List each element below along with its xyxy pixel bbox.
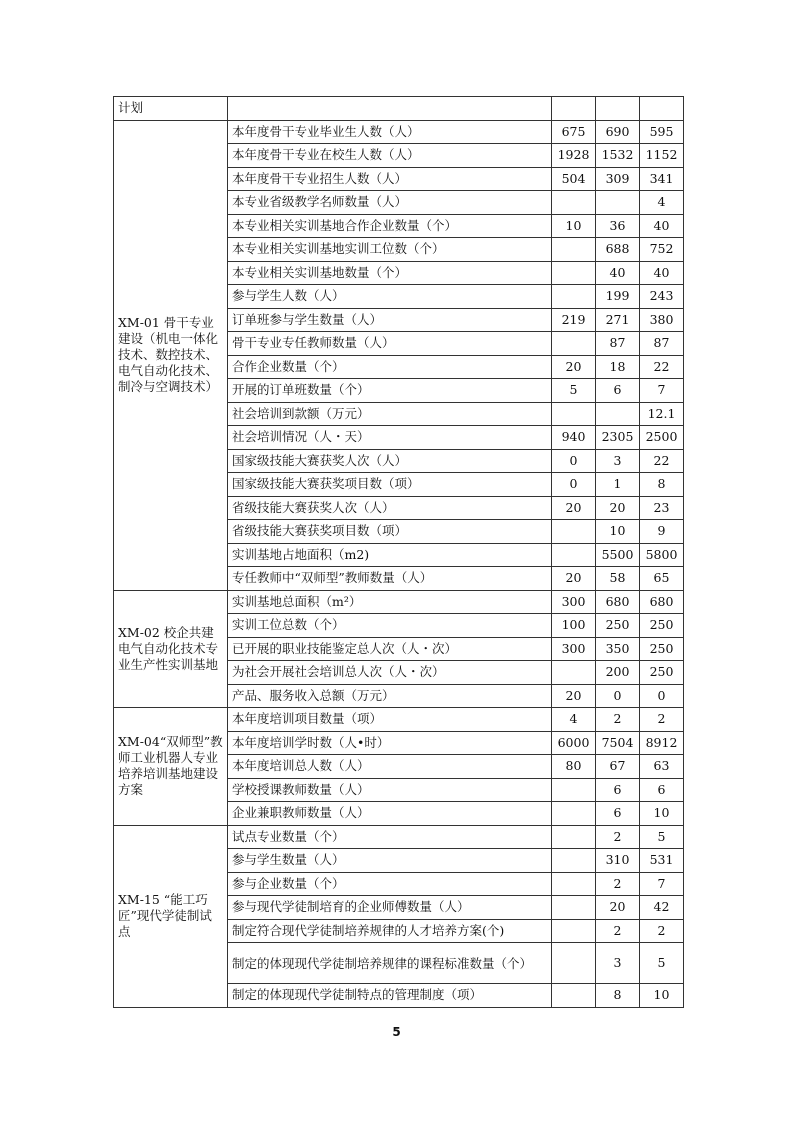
value-cell-1: 940 bbox=[552, 426, 596, 450]
value-cell-1: 1928 bbox=[552, 144, 596, 168]
project-group-cell: XM-15 “能工巧匠”现代学徒制试点 bbox=[114, 825, 228, 1007]
value-cell-1 bbox=[552, 825, 596, 849]
table-row bbox=[114, 120, 684, 144]
value-cell-3: 7 bbox=[640, 872, 684, 896]
value-cell-3: 6 bbox=[640, 778, 684, 802]
value-cell-3: 380 bbox=[640, 308, 684, 332]
value-cell-1: 20 bbox=[552, 496, 596, 520]
project-group-cell: XM-04“双师型”教师工业机器人专业培养培训基地建设方案 bbox=[114, 708, 228, 826]
value-cell-1: 300 bbox=[552, 637, 596, 661]
indicator-name-cell: 参与现代学徒制培育的企业师傅数量（人） bbox=[228, 896, 552, 920]
table-row bbox=[114, 825, 684, 849]
indicator-name-cell: 试点专业数量（个） bbox=[228, 825, 552, 849]
project-group-cell: XM-02 校企共建电气自动化技术专业生产性实训基地 bbox=[114, 590, 228, 708]
indicator-name-cell: 社会培训情况（人・天） bbox=[228, 426, 552, 450]
value-cell-2: 271 bbox=[596, 308, 640, 332]
value-cell-2: 10 bbox=[596, 520, 640, 544]
value-cell-2: 199 bbox=[596, 285, 640, 309]
indicator-name-cell: 企业兼职教师数量（人） bbox=[228, 802, 552, 826]
value-cell-2: 5500 bbox=[596, 543, 640, 567]
value-cell-3: 10 bbox=[640, 984, 684, 1008]
value-cell-1: 80 bbox=[552, 755, 596, 779]
value-cell-3: 40 bbox=[640, 261, 684, 285]
value-cell-1 bbox=[552, 943, 596, 984]
value-cell-2: 2 bbox=[596, 919, 640, 943]
indicator-name-cell: 国家级技能大赛获奖项目数（项） bbox=[228, 473, 552, 497]
value-cell-1: 675 bbox=[552, 120, 596, 144]
indicator-name-cell: 实训基地总面积（m²） bbox=[228, 590, 552, 614]
value-cell-1 bbox=[552, 984, 596, 1008]
value-cell-3: 87 bbox=[640, 332, 684, 356]
value-cell-3: 250 bbox=[640, 614, 684, 638]
value-cell-3: 595 bbox=[640, 120, 684, 144]
value-cell-3: 5 bbox=[640, 825, 684, 849]
value-cell-3: 40 bbox=[640, 214, 684, 238]
indicator-name-cell: 本专业省级教学名师数量（人） bbox=[228, 191, 552, 215]
indicator-name-cell: 制定的体现现代学徒制特点的管理制度（项） bbox=[228, 984, 552, 1008]
value-cell-2: 8 bbox=[596, 984, 640, 1008]
value-cell-3: 2 bbox=[640, 919, 684, 943]
value-cell-1: 20 bbox=[552, 567, 596, 591]
value-cell-2: 87 bbox=[596, 332, 640, 356]
value-cell-1 bbox=[552, 896, 596, 920]
value-cell-2 bbox=[596, 191, 640, 215]
value-cell-2: 6 bbox=[596, 379, 640, 403]
value-cell-3 bbox=[640, 97, 684, 121]
value-cell-2: 310 bbox=[596, 849, 640, 873]
value-cell-2: 2 bbox=[596, 708, 640, 732]
value-cell-1 bbox=[552, 238, 596, 262]
value-cell-2: 6 bbox=[596, 802, 640, 826]
table-row bbox=[114, 590, 684, 614]
value-cell-3: 8 bbox=[640, 473, 684, 497]
indicator-name-cell: 开展的订单班数量（个） bbox=[228, 379, 552, 403]
value-cell-2: 67 bbox=[596, 755, 640, 779]
value-cell-2: 2305 bbox=[596, 426, 640, 450]
indicator-name-cell: 专任教师中“双师型”教师数量（人） bbox=[228, 567, 552, 591]
value-cell-3: 0 bbox=[640, 684, 684, 708]
indicator-name-cell: 参与学生人数（人） bbox=[228, 285, 552, 309]
value-cell-1 bbox=[552, 661, 596, 685]
value-cell-3: 22 bbox=[640, 355, 684, 379]
page-number: 5 bbox=[392, 1025, 401, 1039]
value-cell-2 bbox=[596, 97, 640, 121]
value-cell-2: 688 bbox=[596, 238, 640, 262]
indicator-name-cell: 国家级技能大赛获奖人次（人） bbox=[228, 449, 552, 473]
value-cell-1 bbox=[552, 261, 596, 285]
indicator-name-cell: 本年度骨干专业毕业生人数（人） bbox=[228, 120, 552, 144]
value-cell-3: 8912 bbox=[640, 731, 684, 755]
value-cell-1 bbox=[552, 332, 596, 356]
value-cell-2: 20 bbox=[596, 896, 640, 920]
value-cell-1 bbox=[552, 778, 596, 802]
group-cell: 计划 bbox=[114, 97, 228, 121]
value-cell-1 bbox=[552, 919, 596, 943]
indicator-name-cell: 本专业相关实训基地合作企业数量（个） bbox=[228, 214, 552, 238]
value-cell-2: 1 bbox=[596, 473, 640, 497]
indicator-name-cell: 本年度培训总人数（人） bbox=[228, 755, 552, 779]
value-cell-1 bbox=[552, 285, 596, 309]
value-cell-3: 63 bbox=[640, 755, 684, 779]
value-cell-3: 7 bbox=[640, 379, 684, 403]
value-cell-2: 200 bbox=[596, 661, 640, 685]
indicator-name-cell: 本年度培训学时数（人•时） bbox=[228, 731, 552, 755]
value-cell-3: 2 bbox=[640, 708, 684, 732]
value-cell-3: 22 bbox=[640, 449, 684, 473]
value-cell-1 bbox=[552, 802, 596, 826]
value-cell-3: 42 bbox=[640, 896, 684, 920]
value-cell-3: 531 bbox=[640, 849, 684, 873]
value-cell-1 bbox=[552, 97, 596, 121]
project-group-cell: XM-01 骨干专业建设（机电一体化技术、数控技术、电气自动化技术、制冷与空调技术） bbox=[114, 120, 228, 590]
value-cell-2: 20 bbox=[596, 496, 640, 520]
value-cell-3: 9 bbox=[640, 520, 684, 544]
indicator-name-cell: 产品、服务收入总额（万元） bbox=[228, 684, 552, 708]
indicator-name-cell: 制定的体现现代学徒制培养规律的课程标准数量（个） bbox=[228, 943, 552, 984]
indicator-name-cell: 社会培训到款额（万元） bbox=[228, 402, 552, 426]
value-cell-1 bbox=[552, 849, 596, 873]
value-cell-2: 350 bbox=[596, 637, 640, 661]
value-cell-3: 341 bbox=[640, 167, 684, 191]
indicator-name-cell: 参与企业数量（个） bbox=[228, 872, 552, 896]
value-cell-1: 0 bbox=[552, 473, 596, 497]
value-cell-1: 0 bbox=[552, 449, 596, 473]
value-cell-1: 219 bbox=[552, 308, 596, 332]
indicator-name-cell: 本年度培训项目数量（项） bbox=[228, 708, 552, 732]
value-cell-2: 58 bbox=[596, 567, 640, 591]
value-cell-1: 504 bbox=[552, 167, 596, 191]
value-cell-1 bbox=[552, 872, 596, 896]
value-cell-2: 6 bbox=[596, 778, 640, 802]
value-cell-2: 0 bbox=[596, 684, 640, 708]
value-cell-3: 12.1 bbox=[640, 402, 684, 426]
value-cell-1: 10 bbox=[552, 214, 596, 238]
indicator-name-cell: 本专业相关实训基地实训工位数（个） bbox=[228, 238, 552, 262]
value-cell-1: 5 bbox=[552, 379, 596, 403]
value-cell-3: 250 bbox=[640, 637, 684, 661]
value-cell-2: 36 bbox=[596, 214, 640, 238]
value-cell-1: 4 bbox=[552, 708, 596, 732]
value-cell-3: 752 bbox=[640, 238, 684, 262]
value-cell-3: 1152 bbox=[640, 144, 684, 168]
value-cell-3: 250 bbox=[640, 661, 684, 685]
value-cell-2: 690 bbox=[596, 120, 640, 144]
value-cell-1 bbox=[552, 402, 596, 426]
indicator-name-cell: 合作企业数量（个） bbox=[228, 355, 552, 379]
value-cell-3: 65 bbox=[640, 567, 684, 591]
value-cell-2: 2 bbox=[596, 872, 640, 896]
value-cell-2: 250 bbox=[596, 614, 640, 638]
value-cell-3: 680 bbox=[640, 590, 684, 614]
value-cell-1: 6000 bbox=[552, 731, 596, 755]
value-cell-2: 3 bbox=[596, 449, 640, 473]
value-cell-2: 18 bbox=[596, 355, 640, 379]
value-cell-3: 23 bbox=[640, 496, 684, 520]
value-cell-3: 4 bbox=[640, 191, 684, 215]
indicator-name-cell: 实训工位总数（个） bbox=[228, 614, 552, 638]
indicator-name-cell: 参与学生数量（人） bbox=[228, 849, 552, 873]
value-cell-3: 5 bbox=[640, 943, 684, 984]
project-indicator-table bbox=[113, 96, 684, 1008]
indicator-name-cell: 本年度骨干专业招生人数（人） bbox=[228, 167, 552, 191]
item-cell bbox=[228, 97, 552, 121]
indicator-name-cell: 本年度骨干专业在校生人数（人） bbox=[228, 144, 552, 168]
indicator-name-cell: 已开展的职业技能鉴定总人次（人・次） bbox=[228, 637, 552, 661]
value-cell-2: 3 bbox=[596, 943, 640, 984]
value-cell-3: 10 bbox=[640, 802, 684, 826]
value-cell-1: 300 bbox=[552, 590, 596, 614]
indicator-name-cell: 骨干专业专任教师数量（人） bbox=[228, 332, 552, 356]
value-cell-1 bbox=[552, 191, 596, 215]
value-cell-1: 20 bbox=[552, 355, 596, 379]
table-body bbox=[114, 97, 684, 1008]
indicator-name-cell: 省级技能大赛获奖项目数（项） bbox=[228, 520, 552, 544]
value-cell-1 bbox=[552, 520, 596, 544]
indicator-name-cell: 学校授课教师数量（人） bbox=[228, 778, 552, 802]
value-cell-2: 309 bbox=[596, 167, 640, 191]
table-row bbox=[114, 708, 684, 732]
value-cell-2: 40 bbox=[596, 261, 640, 285]
table-row bbox=[114, 97, 684, 121]
value-cell-1 bbox=[552, 543, 596, 567]
value-cell-1: 20 bbox=[552, 684, 596, 708]
value-cell-3: 5800 bbox=[640, 543, 684, 567]
indicator-name-cell: 订单班参与学生数量（人） bbox=[228, 308, 552, 332]
indicator-name-cell: 省级技能大赛获奖人次（人） bbox=[228, 496, 552, 520]
value-cell-1: 100 bbox=[552, 614, 596, 638]
indicator-name-cell: 实训基地占地面积（m2) bbox=[228, 543, 552, 567]
value-cell-3: 243 bbox=[640, 285, 684, 309]
value-cell-2: 1532 bbox=[596, 144, 640, 168]
value-cell-2: 680 bbox=[596, 590, 640, 614]
indicator-name-cell: 制定符合现代学徒制培养规律的人才培养方案(个) bbox=[228, 919, 552, 943]
value-cell-2: 2 bbox=[596, 825, 640, 849]
indicator-name-cell: 为社会开展社会培训总人次（人・次） bbox=[228, 661, 552, 685]
indicator-name-cell: 本专业相关实训基地数量（个） bbox=[228, 261, 552, 285]
value-cell-2 bbox=[596, 402, 640, 426]
value-cell-3: 2500 bbox=[640, 426, 684, 450]
value-cell-2: 7504 bbox=[596, 731, 640, 755]
